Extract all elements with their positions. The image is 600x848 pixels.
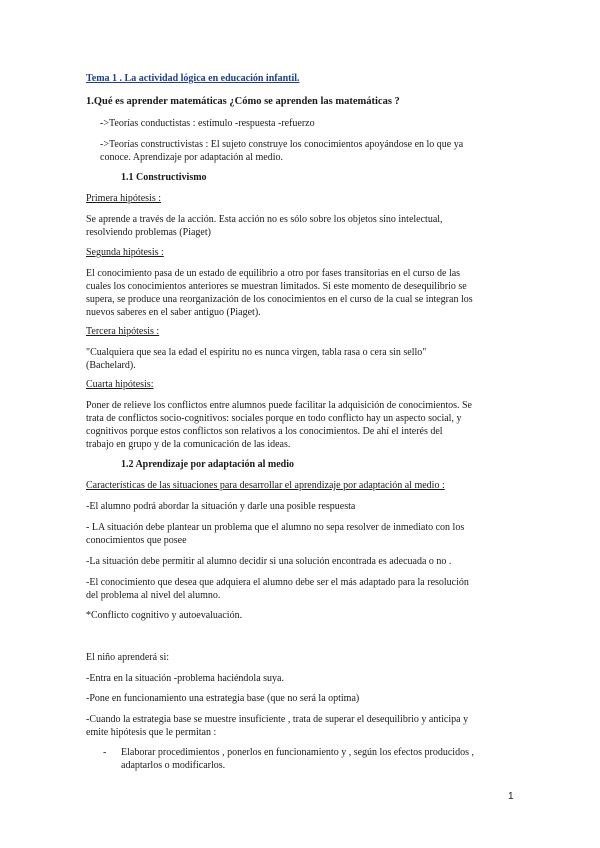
page-number: 1 [508,791,514,802]
nino-aprendera-intro: El niño aprenderá si: [86,652,170,663]
primera-hipotesis-label: Primera hipótesis : [86,193,161,204]
nino-item-2: -Pone en funcionamiento una estrategia base (que no será la optima) [86,693,360,704]
caracteristicas-label: Características de las situaciones para desarrollar el aprendizaje por adaptación al medio : [86,480,445,491]
nino-item-1: -Entra en la situación -problema haciéndola suya. [86,673,284,684]
cuarta-hipotesis-line-4: trabajo en grupo y de la comunicación de las ideas. [86,439,291,450]
subsection-1-2-title: 1.2 Aprendizaje por adaptación al medio [121,459,294,470]
primera-hipotesis-line-2: resolviendo problemas (Piaget) [86,227,211,238]
segunda-hipotesis-line-4: nuevos saberes en el saber antiguo (Piaget). [86,307,261,318]
caracteristica-2-line-2: conocimientos que posee [86,535,187,546]
nino-item-3-line-1: -Cuando la estrategia base se muestre insuficiente , trata de superar el desequilibrio y anticipa y [86,714,469,725]
tercera-hipotesis-line-1: "Cualquiera que sea la edad el espíritu no es nunca virgen, tabla rasa o cera sin sello" [86,347,427,358]
cuarta-hipotesis-label: Cuarta hipótesis: [86,379,154,390]
teorias-constructivistas-line-2: conoce. Aprendizaje por adaptación al medio. [100,152,283,163]
tercera-hipotesis-label: Tercera hipótesis : [86,326,160,337]
caracteristica-1: -El alumno podrá abordar la situación y darle una posible respuesta [86,501,356,512]
tema-title: Tema 1 . La actividad lógica en educación infantil. [86,73,300,84]
segunda-hipotesis-line-3: supera, se produce una reorganización de los conocimientos en el curso de la cual se integran los [86,294,473,305]
nino-item-3-line-2: emite hipótesis que le permitan : [86,727,217,738]
cuarta-hipotesis-line-1: Poner de relieve los conflictos entre alumnos puede facilitar la adquisición de conocimientos. Se [86,400,472,411]
teorias-conductistas: ->Teorías conductistas : estímulo -respuesta -refuerzo [100,118,315,129]
cuarta-hipotesis-line-3: cognitivos porque estos conflictos son relativos a los conocimientos. De ahí el interés del [86,426,443,437]
tercera-hipotesis-line-2: (Bachelard). [86,360,136,371]
caracteristica-2-line-1: - LA situación debe plantear un problema que el alumno no sepa resolver de inmediato con los [86,522,465,533]
conflicto-cognitivo-note: *Conflicto cognitivo y autoevaluación. [86,610,243,621]
caracteristica-4-line-1: -El conocimiento que desea que adquiera el alumno debe ser el más adaptado para la resolución [86,577,469,588]
segunda-hipotesis-line-1: El conocimiento pasa de un estado de equilibrio a otro por fases transitorias en el curso de las [86,268,461,279]
bullet-dash: - [103,747,107,758]
subsection-1-1-title: 1.1 Constructivismo [121,172,207,183]
primera-hipotesis-line-1: Se aprende a través de la acción. Esta acción no es sólo sobre los objetos sino intelectual, [86,214,443,225]
caracteristica-3: -La situación debe permitir al alumno decidir si una solución encontrada es adecuada o no . [86,556,452,567]
segunda-hipotesis-label: Segunda hipótesis : [86,247,164,258]
bullet-item-line-1: Elaborar procedimientos , ponerlos en funcionamiento y , según los efectos producidos , [121,747,474,758]
bullet-item-line-2: adaptarlos o modificarlos. [121,760,226,771]
teorias-constructivistas-line-1: ->Teorías constructivistas : El sujeto construye los conocimientos apoyándose en lo que ya [100,139,464,150]
segunda-hipotesis-line-2: cuales los conocimientos anteriores se muestran limitados. Si este momento de desequilibrio se [86,281,467,292]
section-1-title: 1.Qué es aprender matemáticas ¿Cómo se aprenden las matemáticas ? [86,96,400,107]
cuarta-hipotesis-line-2: trata de conflictos socio-cognitivos: sociales porque en todo conflicto hay un aspecto social, y [86,413,462,424]
caracteristica-4-line-2: del problema al nivel del alumno. [86,590,221,601]
